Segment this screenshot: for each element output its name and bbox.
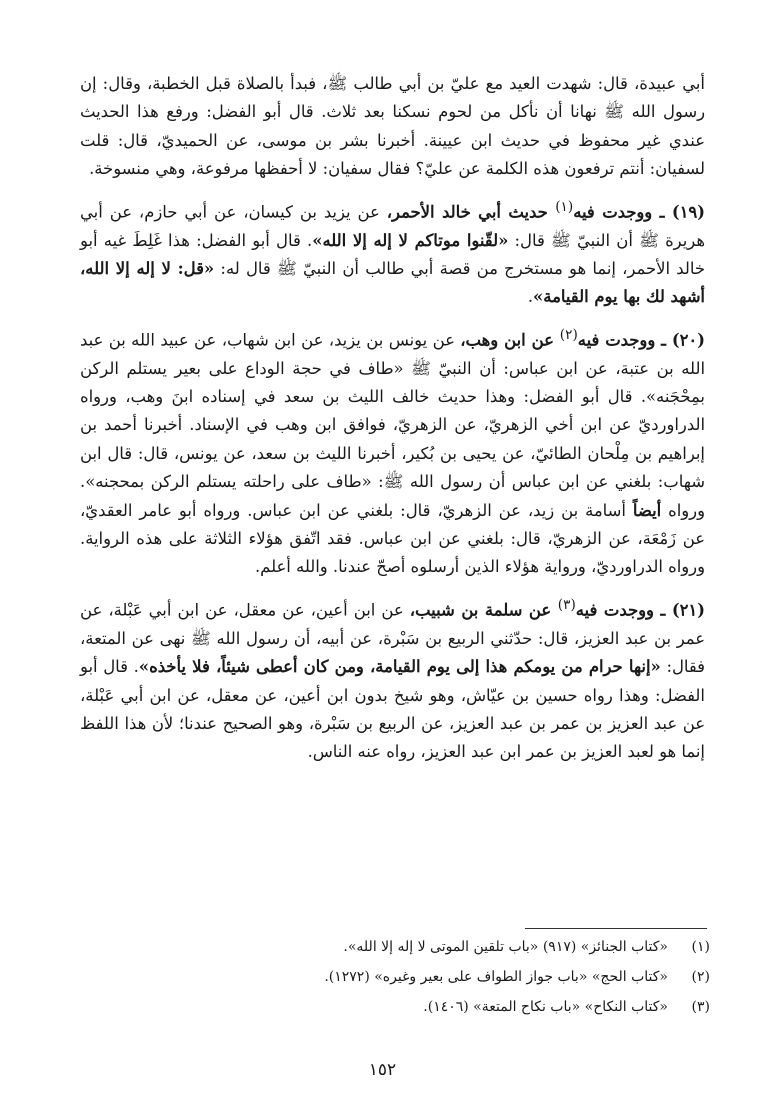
paragraph-text: . قال أبو الفضل: وهذا رواه حسين بن عيّاش، وهو شيخ بدون ابن أعين، عن معقل، عن ابن أبي عَبْلة، عن عبد العزيز بن عمر بن عبد العزيز، عن الربيع بن سَبْرة، وهو الصحيح عندنا؛ لأن هذا اللفظ إنما هو لعبد العزيز بن عمر ابن عبد العزيز، رواه عنه الناس.: [80, 657, 705, 762]
footnote-text: «كتاب النكاح» «باب نكاح المتعة» (١٤٠٦).: [423, 999, 668, 1015]
footnote-number: (١): [691, 939, 710, 955]
footnote-item: [80, 932, 710, 962]
footnote-text: «كتاب الجنائز» (٩١٧) «باب تلقين الموتى لا إله إلا الله».: [343, 939, 668, 955]
footnote-text: «كتاب الحج» «باب جواز الطواف على بعير وغيره» (١٢٧٢).: [324, 969, 668, 985]
footnote-item: [80, 992, 710, 1022]
hadith-title: حديث أبي خالد الأحمر،: [386, 202, 556, 222]
paragraph-text: عن يونس بن يزيد، عن ابن شهاب، عن عبيد الله بن عبد الله بن عتبة، عن ابن عباس: أن النبيّ ﷺ «طاف في حجة الوداع على بعير يستلم الركن بمِحْجَنه». قال أبو الفضل: وهذا حديث خالف الليث بن سعد في إسناده ابنَ وهب، ورواه الدراورديّ عن ابن أخي الزهريّ، عن الزهريّ، فوافق ابن وهب في الإسناد. أخبرنا أحمد بن إبراهيم بن مِلْحان الطائيّ، عن يحيى بن بُكير، أخبرنا الليث بن سعد، عن يونس، قال: قال ابن شهاب: بلغني عن ابن عباس أن رسول الله ﷺ: «طاف على راحلته يستلم الركن بمحجنه». ورواه: [80, 330, 705, 520]
hadith-title: عن ابن وهب،: [460, 330, 560, 350]
hadith-quote: «قل: لا إله إلا الله، أشهد لك بها يوم القيامة»: [80, 258, 705, 307]
hadith-number: (٢٠) ـ ووجدت فيه: [577, 330, 705, 350]
hadith-number: (٢١) ـ ووجدت فيه: [575, 600, 705, 620]
paragraph-text: .: [527, 287, 534, 307]
paragraph-continuation: [80, 70, 705, 184]
footnote-number: (٣): [691, 999, 710, 1015]
hadith-number: (١٩) ـ ووجدت فيه: [573, 202, 705, 222]
paragraph-text: أبي عبيدة، قال: شهدت العيد مع عليّ بن أبي طالب ﷺ، فبدأ بالصلاة قبل الخطبة، وقال: إن رسول الله ﷺ نهانا أن نأكل من لحوم نسكنا بعد ثلاث. قال أبو الفضل: ورفع هذا الحديث عندي غير محفوظ في حديث ابن عيينة. أخبرنا بشر بن موسى، عن الحميديّ، قال: قلت لسفيان: أنتم ترفعون هذه الكلمة عن عليّ؟ فقال سفيان: لا أحفظها مرفوعة، وهي منسوخة.: [80, 74, 705, 179]
footnotes: [80, 932, 710, 1022]
paragraph-hadith-21: [80, 591, 705, 767]
footnote-ref: (١): [555, 198, 574, 215]
hadith-quote: «لقّنوا موتاكم لا إله إلا الله»: [312, 230, 509, 250]
footnote-number: (٢): [691, 969, 710, 985]
footnote-divider: [525, 928, 707, 929]
paragraph-hadith-20: [80, 321, 705, 582]
paragraph-hadith-19: [80, 193, 705, 312]
hadith-title: عن سلمة بن شبيب،: [409, 600, 558, 620]
hadith-quote: «إنها حرام من يومكم هذا إلى يوم القيامة، ومن كان أعطى شيئاً، فلا يأخذه»: [138, 657, 661, 677]
paragraph-text: . قال أبو الفضل: هذا غَلِطَ غيه أبو خالد الأحمر، إنما هو مستخرج من قصة أبي طالب أن النبيّ ﷺ قال له:: [80, 230, 705, 278]
footnote-item: [80, 962, 710, 992]
footnote-ref: (٢): [559, 326, 578, 343]
paragraph-text: عن ابن أعين، عن معقل، عن ابن أبي عَبْلة، عن عمر بن عبد العزيز، قال: حدّثني الربيع بن سَبْرة، عن أبيه، أن رسول الله ﷺ نهى عن المتعة، فقال:: [80, 600, 706, 677]
footnote-ref: (٣): [557, 596, 576, 613]
emphasis: أيضاً: [632, 500, 662, 520]
paragraph-text: عن يزيد بن كيسان، عن أبي حازم، عن أبي هريرة ﷺ أن النبيّ ﷺ قال:: [80, 202, 705, 250]
main-text: [80, 70, 705, 776]
page-number: ١٥٢: [368, 1060, 397, 1080]
paragraph-text: أسامة بن زيد، عن الزهريّ، قال: بلغني عن ابن عباس. ورواه أبو عامر العقديّ، عن زَمْعَة، عن الزهريّ، قال: بلغني عن ابن عباس. فقد اتّفق هؤلاء الثلاثة على هذه الرواية. ورواه الدراورديّ، ورواية هؤلاء الذين أرسلوه أصحّ عندنا. والله أعلم.: [80, 500, 705, 577]
